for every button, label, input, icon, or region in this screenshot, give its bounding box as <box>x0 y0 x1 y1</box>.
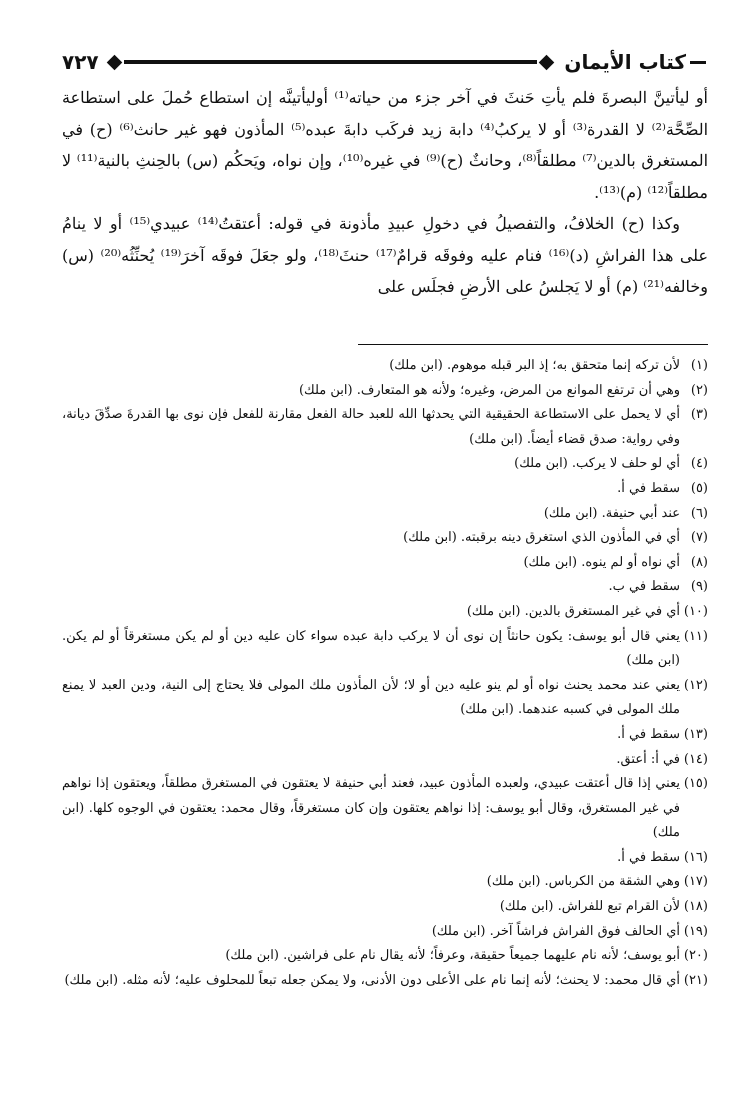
footnote-number: (٢١) <box>683 972 708 988</box>
footnote-number: (١٠) <box>683 603 708 619</box>
footnote <box>62 354 708 379</box>
footnote-number: (٥) <box>690 480 708 496</box>
footnote <box>62 452 708 477</box>
footnote-text: سقط في أ. <box>617 480 680 496</box>
footnote <box>62 551 708 576</box>
footnote-text: لأن القرام تبع للفراش. (ابن ملك) <box>499 899 680 915</box>
footnote-number: (١٦) <box>683 849 708 865</box>
footnote <box>62 870 708 895</box>
chapter-title: كتاب الأيمان <box>564 50 686 74</box>
page-header <box>62 44 710 80</box>
footnote-text: سقط في أ. <box>617 849 680 865</box>
footnote-text: وهي أن ترتفع الموانع من المرض، وغيره؛ ولأنه هو المتعارف. (ابن ملك) <box>298 382 680 398</box>
footnote-number: (١٣) <box>683 726 708 742</box>
footnote-text: يعني إذا قال أعتقت عبيدي، ولعبده المأذون عبيد، فعند أبي حنيفة لا يعتقون في المستغرق مطلقاً، ويعتقون إذا نواهم في غير المستغرق، وقال أبو يوسف: إذا نواهم يعتقون وإن كان مستغرقاً، وقال محمد: يعتقون في الوجوه كلها. (ابن ملك) <box>62 776 680 841</box>
page-number: ٧٢٧ <box>62 50 99 74</box>
footnote-text: يعني قال أبو يوسف: يكون حانثاً إن نوى أن لا يركب دابة عبده سواء كان عليه دين أو لم يكن مستغرقاً أو لم يكن. (ابن ملك) <box>62 628 680 669</box>
footnote <box>62 895 708 920</box>
footnote-text: سقط في أ. <box>617 726 680 742</box>
footnote <box>62 920 708 945</box>
footnote-text: لأن تركه إنما متحقق به؛ إذ البر قبله موهوم. (ابن ملك) <box>389 358 680 373</box>
footnote <box>62 674 708 723</box>
footnote <box>62 723 708 748</box>
footnote-number: (٣) <box>690 407 708 423</box>
footnotes <box>62 354 708 993</box>
footnote-text: أي لو حلف لا يركب. (ابن ملك) <box>514 456 680 472</box>
header-diamond-ornament <box>539 54 555 70</box>
footnote-number: (١٢) <box>683 677 708 693</box>
footnote <box>62 526 708 551</box>
footnote-text: أي لا يحمل على الاستطاعة الحقيقية التي يحدثها الله للعبد حالة الفعل مقارنة للفعل فإن نوى بها القدرةَ صدِّقَ ديانة، وفي رواية: صدق قضاء أيضاً. (ابن ملك) <box>62 407 680 447</box>
footnote-number: (١) <box>690 358 708 373</box>
footnote-text: أي نواه أو لم ينوه. (ابن ملك) <box>523 554 680 570</box>
footnote-number: (٦) <box>690 505 708 521</box>
main-paragraph: وكذا (ح) الخلافُ، والتفصيلُ في دخولِ عبيدِ مأذونة في قوله: أعتقتُ⁽¹⁴⁾ عبيدي⁽¹⁵⁾ أو لا ينامُ على هذا الفراشِ (د)⁽¹⁶⁾ فنام عليه وفوقَه قرامٌ⁽¹⁷⁾ حنثَ⁽¹⁸⁾، ولو جعَلَ فوقَه آخرَ⁽¹⁹⁾ يُحنِّثُه⁽²⁰⁾ (س) وخالفه⁽²¹⁾ (م) أو لا يَجلسُ على الأرضِ فجلَس على <box>62 214 709 296</box>
footnote-text: يعني عند محمد يحنث نواه أو لم ينو عليه دين أو لا؛ لأن المأذون ملك المولى فلا يحتاج إلى النية، ودين العبد لا يمنع ملك المولى في كسبه عندهما. (ابن ملك) <box>62 677 680 718</box>
footnote-text: أي قال محمد: لا يحنث؛ لأنه إنما نام على الأعلى دون الأدنى، ولا يمكن جعله تبعاً للمحلوف عليه؛ لأنه مثله. (ابن ملك) <box>64 972 680 988</box>
footnote-number: (١٥) <box>683 776 708 792</box>
footnote-text: أي في غير المستغرق بالدين. (ابن ملك) <box>466 603 680 619</box>
footnote <box>62 772 708 846</box>
footnote-number: (٩) <box>690 579 708 595</box>
footnote-number: (١٤) <box>683 751 708 767</box>
footnote-divider <box>358 344 708 345</box>
footnote-number: (١٧) <box>683 874 708 890</box>
footnote-text: عند أبي حنيفة. (ابن ملك) <box>543 505 680 521</box>
footnote <box>62 944 708 969</box>
footnote <box>62 575 708 600</box>
footnote-number: (٨) <box>690 554 708 570</box>
footnote <box>62 379 708 404</box>
footnote <box>62 600 708 625</box>
footnote-number: (١٨) <box>683 899 708 915</box>
footnote <box>62 477 708 502</box>
main-paragraph: أو ليأتينَّ البصرةَ فلم يأتِ حَنثَ في آخر جزء من حياته⁽¹⁾ أوليأتينَّه إن استطاع حُملَ على استطاعة الصِّحَّة⁽²⁾ لا القدرة⁽³⁾ أو لا يركبُ⁽⁴⁾ دابة زيد فركَب دابةَ عبده⁽⁵⁾ المأذون فهو غير حانث⁽⁶⁾ (ح) في المستغرق بالدين⁽⁷⁾ مطلقاً⁽⁸⁾، وحانثٌ (ح)⁽⁹⁾ في غيره⁽¹⁰⁾، وإن نواه، ويَحكُم (س) بالحِنثِ بالنية⁽¹¹⁾ لا مطلقاً⁽¹²⁾ (م)⁽¹³⁾. <box>62 88 709 202</box>
footnote-number: (٢٠) <box>683 948 708 964</box>
header-dash-ornament <box>690 61 706 64</box>
footnote-text: وهي الشقة من الكرباس. (ابن ملك) <box>486 874 680 890</box>
footnote-number: (٧) <box>690 530 708 546</box>
footnote <box>62 748 708 773</box>
footnote <box>62 846 708 871</box>
header-diamond-ornament <box>106 54 122 70</box>
footnote-text: سقط في ب. <box>608 579 680 595</box>
footnote <box>62 969 708 994</box>
footnote <box>62 403 708 452</box>
footnote-number: (١٩) <box>683 923 708 939</box>
footnote-text: أي الحالف فوق الفراش فراشاً آخر. (ابن ملك) <box>431 923 680 939</box>
footnote-text: أبو يوسف؛ لأنه نام عليهما جميعاً حقيقة، وعرفاً؛ لأنه يقال نام على فراشين. (ابن ملك) <box>225 948 680 964</box>
footnote-number: (١١) <box>683 628 708 644</box>
header-rule <box>124 60 538 64</box>
footnote-text: أي في المأذون الذي استغرق دينه برقبته. (ابن ملك) <box>403 530 680 546</box>
footnote-text: في أ: أعتق. <box>616 751 680 767</box>
footnote-number: (٢) <box>690 382 708 398</box>
main-text <box>62 82 708 303</box>
footnote <box>62 502 708 527</box>
footnote <box>62 625 708 674</box>
footnote-number: (٤) <box>690 456 708 472</box>
